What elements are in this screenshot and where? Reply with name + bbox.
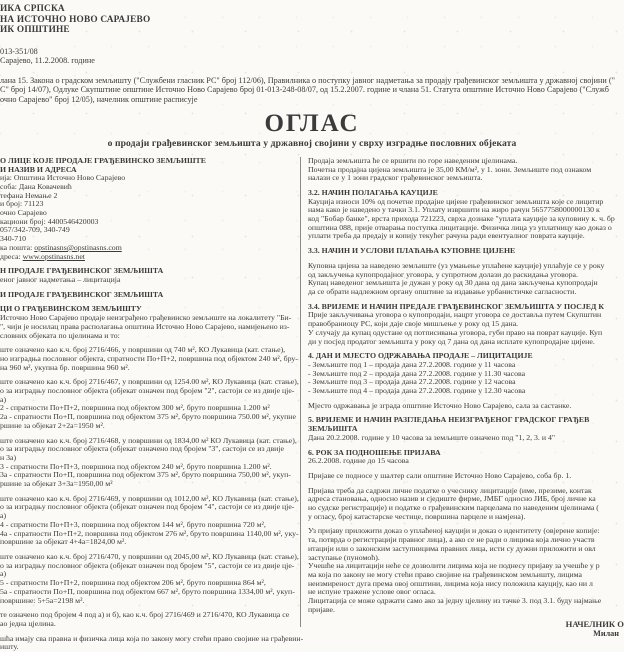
text-line: - Земљиште под 3 – продаја дана 27.2.2008. године у 12 часова [308,377,516,387]
text-line: Продаја земљишта ће се вршити по горе наведеним цјелинама. [308,155,518,165]
text-line: - Земљиште под 1 – продаја дана 27.2.2008. године у 11 часова [308,359,516,369]
text-line: ршине за објекат 3+3а=1950,00 м² [0,479,113,489]
text-line: Дана 20.2.2008. године у 10 часова за земљиште означено под "1, 2, 3. и 4" [308,432,556,442]
text-line: Куповна цијена за наведено земљиште (уз умањење уплаћене кауције) уплаћује се у року [308,260,605,270]
text-line: 057/342-709, 340-749 [0,225,70,235]
issuer-line-municipality: НА ИСТОЧНО НОВО САРАЈЕВО [0,14,151,25]
right-column-blocks-para-15 [308,472,624,481]
text-line: Учешће на лицитацији неће се дозволити лицима која не поднесу пријаву за учешће у р [308,561,600,571]
text-line: у огласу, број катастарске честице, површина парцеле и намјена). [308,511,526,521]
text-line: 4 - спратности По+П+3, површина под објектом 144 м², бруто површина 720 м², [0,519,266,529]
text-line: о за изградњу пословног објекта (објекат означен под бројем "5", састоји се из двије цје- [0,560,295,570]
text-line: на 960 м², укупна бр. површина 960 м². [0,362,130,372]
text-line: но изградња пословног објекта, спратности По+П+2, површина под објектом 240 м², бру- [0,353,298,363]
text-line: 2а - спратности По+П, површина под објектом 375 м², бруто површина 750.00 м², укупне [0,412,296,422]
text-line: а) [0,394,7,404]
text-line: уплати треба да предају и копију текућег рачуна ради евентуалног поврата кауције. [308,231,585,241]
text-line: адреса становања, односно назив и сједиште фирме, ЈМБГ односно ЈИБ, број личне ка [308,494,596,504]
text-line: очно Сарајево [0,208,47,218]
two-column-body [0,155,624,652]
text-line: 2 - спратности По+П+2, површина под објектом 300 м², бруто површина 1.200 м² [0,403,270,413]
text-line: а) [0,569,7,579]
text-line: 4а - спратности По+П+2, површина под објектом 276 м², бруто површина 1140,00 м², уку- [0,528,299,538]
text-line: соба: Дана Ковачевић [0,181,72,191]
text-line: ија: Општина Источно Ново Сарајево [0,173,126,183]
text-line: ди у посјед продатог земљишта у року од 7 дана од дана исплате купопродајне цијене. [308,336,595,346]
label-text: ка пошта: [0,242,35,252]
place-and-date: Сарајево, 11.2.2008. године [0,56,95,66]
text-line: Мјесто одржавања је зграда општине Источно Ново Сарајево, сала за састанке. [308,400,572,410]
signature-block [308,620,624,639]
notice-title: ОГЛАС [264,109,360,137]
text-line: 6. РОК ЗА ПОДНОШЕЊЕ ПРИЈАВА [308,447,441,457]
text-line: о за изградњу пословног објекта (објекат означено под бројем "3", састоји се из двије [0,444,284,454]
preamble-line: С" број 14/07), Одлуке Скупштине општине Источно Ново Сарајево број 01-013-248-08/07, од 15.2.2007. године и члана 51. Статута општине Источно Ново Сарајево ("Служб [0,85,609,95]
text-line: не испуне тражене услове овог огласа. [308,587,436,597]
legal-preamble [0,76,624,104]
text-line: пријаве. [308,604,335,614]
right-column-blocks-para-3 [308,198,624,242]
left-column-para-13 [0,611,300,628]
right-column-blocks-para-9 [308,361,624,396]
left-column-para-5 [0,291,300,300]
text-line: 5. ВРИЈЕМЕ И НАЧИН РАЗГЛЕДАЊА НЕИЗГРАЂЕНОГ ГРАДСКОГ ГРАЂЕВ [308,415,590,425]
left-column-para-12 [0,553,300,605]
text-line: о за изградњу пословног објекта (објекат означен под бројем "2", састоји се из двије цје- [0,386,295,396]
text-line: н 3а) [0,452,17,462]
text-line: општина 088, прије отварања поступка лицитације. Физичка лица уз уплатницу као доказ о [308,222,612,232]
text-line: Н ПРОДАЈЕ ГРАЂЕВИНСКОГ ЗЕМЉИШТА [0,266,164,276]
text-line: 340-710 [0,234,26,244]
text-line: еног јавног надметања – лицитација [0,275,121,284]
text-line: шћа имају сва правна и физичка лица која по закону могу стећи право својине на грађевин- [0,633,304,643]
left-column-para-8 [0,346,300,372]
right-column-blocks-para-5 [308,262,624,297]
right-column [308,155,624,639]
text-line: Уз пријаву приложити доказ о уплаћеној кауцији и доказ о идентитету (овјерене копије: [308,526,600,536]
text-line: Прије закључивања уговора о купопродаји, нацрт уговора се доставља путем Скупштин [308,310,602,320]
text-line: 3.4. ВРИЈЕМЕ И НАЧИН ПРЕДАЈЕ ГРАЂЕВИНСКОГ ЗЕМЉИШТА У ПОСЈЕД К [308,301,604,311]
reference-number: 013-351/08 [0,46,38,56]
text-line: правобраниоцу РС, који даје своје мишљење у року од 15 дана. [308,319,519,329]
preamble-line: очно Сарајево" број 12/05), начелник општине расписује [0,94,198,104]
hyperlink-text[interactable]: opstinasns@opstinasns.com [34,242,122,252]
preamble-line: лана 15. Закона о градском земљишту ("Службени гласник РС" број 112/06), Правилника о поступку јавног надметања за продају грађевинског земљишта у државној својини (" [0,75,615,85]
text-line: но судске регистрације) и податке о грађевинским парцелама по наведеним цјелинама ( [308,503,599,513]
text-line: 5а - спратности По+П, површина под објектом 667 м², бруто површина 1334,00 м², укуп- [0,586,295,596]
text-line: површине за објекат 4+4а=1824,00 м². [0,537,127,547]
text-line: та, потврда о регистрацији правног лица), а ако се не ради о лицима која лично участв [308,535,595,545]
text-line: нама како је наведено у тачки 3.1. Уплату извршити на жиро рачун 5657758000000130 к [308,205,600,215]
left-column-para-9 [0,378,300,430]
reference-block [0,47,624,66]
text-line: те означено под бројем 4 под а) и б), као к.ч. број 2716/469 и 2716/470, КО Лукавица се [0,610,290,620]
text-line: ршине за објекат 2+2а=1950 м². [0,420,105,430]
text-line: 3.2. НАЧИН ПОЛАГАЊА КАУЦИЈЕ [308,187,438,197]
text-line: 3 - спратности По+П+3, површина под објектом 240 м², бруто површина 1.200 м². [0,461,272,471]
left-column-para-4 [0,276,300,285]
text-line [0,253,300,262]
text-line: ште означено као к.ч. број 2716/470, у површини од 2045,00 м², КО Лукавица (кат. стање), [0,551,299,561]
text-line: словних објеката по цјелинама и то: [0,330,120,340]
left-column [0,155,304,652]
text-line: 26.2.2008. године до 15 часова [308,456,409,466]
right-column-blocks-para-12 [308,434,624,443]
column-divider-line [300,157,301,627]
right-column-blocks-para-10 [308,402,624,411]
right-column-blocks-para-16 [308,487,624,522]
text-line: Кауција износи 10% од почетне продајне цијене грађевинског земљишта које се лицитир [308,196,604,206]
signature-title: НАЧЕЛНИК О [565,618,624,629]
text-line: ма која по закону не могу стећи право својине на грађевинском земљишту, лицима [308,569,583,579]
text-line: ЗЕМЉИШТА [308,424,358,434]
text-line: неизмиреност дуга према овој општини, лицима која нису положила кауцију, као ни л [308,578,593,588]
text-line: ишту. [0,642,19,652]
text-line: ште означено као к.ч. број 2716/468, у површини од 1834,00 м² КО Лукавица (кат. стање), [0,435,297,445]
left-column-para-14 [0,633,304,652]
right-column-blocks-para-1 [308,157,624,183]
text-line: - Земљиште под 4 – продаја дана 27.2.2008. године у 12.30 часова [308,386,526,396]
text-line: И ПРОДАЈЕ ГРАЂЕВИНСКОГ ЗЕМЉИШТА [0,289,164,299]
text-line: Купац наведеног земљишта је дужан у року од 30 дана од дана закључења купопродајн [308,278,598,288]
left-column-para-1 [0,157,300,174]
text-line: 3.3. НАЧИН И УСЛОВИ ПЛАЋАЊА КУПОВНЕ ЦИЈЕНЕ [308,246,516,256]
text-line: и број: 71123 [0,199,44,209]
issuer-line-mayor-office: ИК ОПШТИНЕ [0,25,70,36]
text-line: 3а - спратности По+П, површина под објектом 375 м², бруто површина 750,00 м², укуп- [0,470,291,480]
text-line: Лицитација се може одржати само ако за једну цјелину из тачке 3. под 3.1. буду најмање [308,596,602,606]
text-line: површине: 5+5а=2198 м². [0,595,85,605]
issuer-line-republic: ИКА СРПСКА [0,4,65,14]
text-line: од закључења купопродајног уговора, у супротном долази до раскидања уговора. [308,269,578,279]
left-column-para-10 [0,437,300,489]
text-line: ао једна цјелина. [0,618,56,628]
text-line: Источно Ново Сарајево продаје неизграђено грађевинско земљиште на локалитету "Би- [0,313,292,323]
text-line: ЦИ О ГРАЂЕВИНСКОМ ЗЕМЉИШТУ [0,304,142,314]
notice-subtitle: о продаји грађевинског земљишта у државној својини у сврху изградње пословних објеката [107,137,517,149]
text-line: код "Бобар банке", врста прихода 721223, сврха дознаке "уплата кауције за куповину к. ч. бр [308,214,615,224]
text-line: да се обрати надлежном органу општине за издавање урбанистичке сагласности. [308,287,577,296]
text-line: налази се у 1 зони градског грађевинског земљишта. [308,173,483,183]
text-line: кациони број: 4400546420003 [0,216,99,226]
right-column-blocks-para-7 [308,311,624,346]
signature-name: Милан [593,629,619,639]
right-column-blocks [308,157,624,615]
text-line: ", чији је носилац права располагања општина Источно Ново Сарајево, намијењено из- [0,321,290,331]
text-line: Почетна продајна цијена земљишта је 35,00 КМ/м², у 1. зони. Земљиште под ознаком [308,164,592,174]
text-line: У случају да купац одустане од потписивања уговора, губи право на поврат кауције. Куп [308,327,603,337]
right-column-blocks-para-17 [308,527,624,614]
right-column-blocks-para-14 [308,457,624,466]
text-line: итацији или о законским заступницима правних лица, исти су дужни приложити и овл [308,543,596,553]
text-line: 5 - спратности По+П+2, површина под објектом 206 м², бруто површина 864 м², [0,578,266,588]
text-line: Пријава треба да садржи личне податке о учеснику лицитације (име, презиме, контак [308,485,592,495]
text-line: - Земљиште под 2 – продаја дана 27.2.2008. године у 11.30 часова [308,368,526,378]
hyperlink-text[interactable]: www.opstinasns.net [22,251,85,261]
text-line: о за изградњу пословног објекта (објекат означен под бројем "4", састоји се из двије цје- [0,502,295,512]
text-line: 4. ДАН И МЈЕСТО ОДРЖАВАЊА ПРОДАЈЕ – ЛИЦИТАЦИЈЕ [308,351,533,361]
right-column-blocks-para-11 [308,416,624,433]
left-column-para-11 [0,495,300,547]
left-column-para-7 [0,314,300,340]
text-line: ште означено као к.ч. број 2716/466, у површини од 740 м², КО Лукавица (кат. стање), [0,345,286,355]
text-line: И НАЗИВ И АДРЕСА [0,164,77,174]
text-line: тефана Немање 2 [0,190,58,200]
text-line: ште означено као к.ч. број 2716/467, у површини од 1254.00 м², КО Лукавица (кат. стање), [0,377,299,387]
left-column-para-2 [0,174,300,261]
text-line: ште означено као к.ч. број 2716/469, у површини од 1012,00 м², КО Лукавица (кат. стање), [0,493,299,503]
text-line: заступање (пуномоћ). [308,552,380,562]
text-line: О ЛИЦЕ КОЈЕ ПРОДАЈЕ ГРАЂЕВИНСКО ЗЕМЉИШТЕ [0,155,206,165]
text-line: а) [0,511,7,521]
issuer-block [0,4,624,36]
text-line: Пријаве се подносе у шалтер сали општине Источно Ново Сарајево, соба бр. 1. [308,470,572,480]
right-column-blocks-para-4 [308,247,624,256]
label-text: дреса: [0,251,23,261]
